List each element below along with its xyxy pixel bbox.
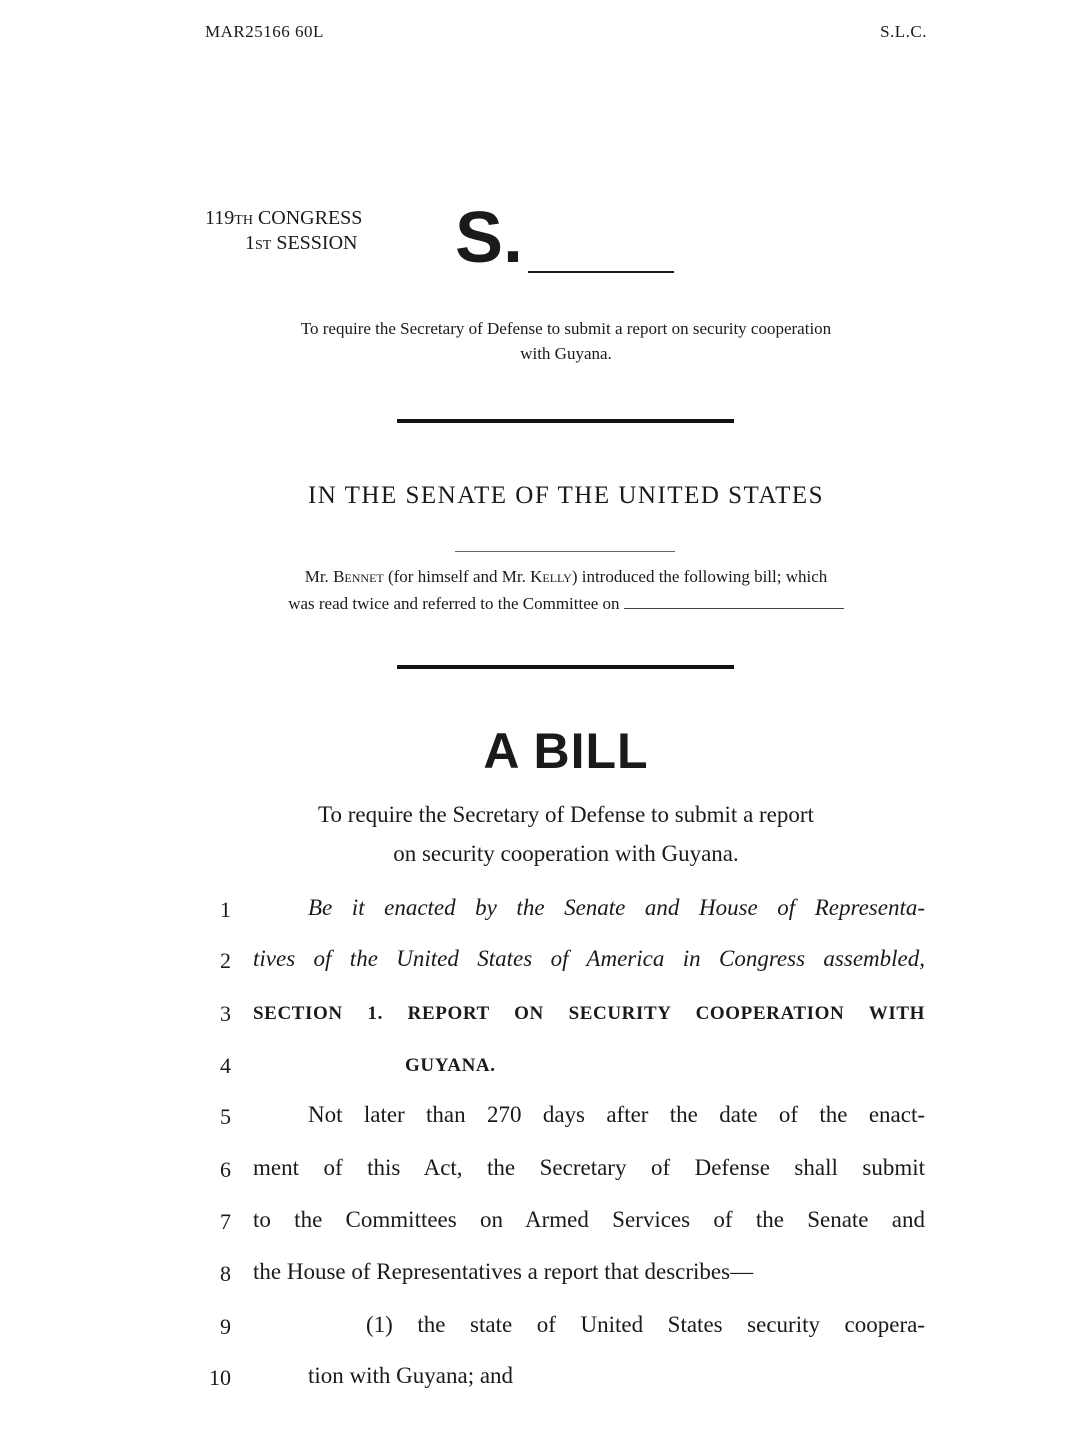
bill-heading: A BILL <box>483 723 649 779</box>
short-title-line: with Guyana. <box>520 344 612 363</box>
sponsor-name: Bennet <box>333 567 384 586</box>
body-text: (1) the state of United States security coopera- <box>366 1312 925 1337</box>
body-text: Not later than 270 days after the date of the enact- <box>308 1102 925 1127</box>
session-label <box>245 232 357 255</box>
enacting-clause: Be it enacted by the Senate and House of Representa- <box>308 895 925 920</box>
document-id: MAR25166 60L <box>205 22 324 41</box>
line-number: 8 <box>220 1261 231 1286</box>
line-number: 3 <box>220 1001 231 1026</box>
session-suffix: ST <box>255 238 272 253</box>
congress-word: CONGRESS <box>257 207 363 229</box>
introduction-line-1: Mr. Bennet (for himself and Mr. Kelly) introduced the following bill; which <box>304 567 828 586</box>
introduction-line-2: was read twice and referred to the Committee on <box>205 590 927 617</box>
body-text: the House of Representatives a report that describes— <box>253 1259 754 1284</box>
long-title-line: on security cooperation with Guyana. <box>393 841 739 866</box>
short-title-line: To require the Secretary of Defense to submit a report on security cooperation <box>300 319 832 338</box>
enacting-clause: tives of the United States of America in Congress assembled, <box>253 946 925 971</box>
section-heading: GUYANA. <box>405 1055 496 1076</box>
chamber-heading: IN THE SENATE OF THE UNITED STATES <box>307 482 825 509</box>
session-word: SESSION <box>276 232 358 254</box>
body-text: ment of this Act, the Secretary of Defense shall submit <box>253 1155 925 1180</box>
committee-blank <box>624 594 844 609</box>
body-text: tion with Guyana; and <box>308 1363 514 1388</box>
line-number: 9 <box>220 1314 231 1339</box>
line-number: 6 <box>220 1157 231 1182</box>
section-heading: SECTION 1. REPORT ON SECURITY COOPERATION WITH <box>253 1003 925 1024</box>
short-title <box>205 316 927 366</box>
line-number: 7 <box>220 1209 231 1234</box>
divider-thin <box>455 551 675 552</box>
line-number: 10 <box>209 1365 231 1390</box>
line-number: 1 <box>220 897 231 922</box>
line-number: 4 <box>220 1053 231 1078</box>
bill-id: S. <box>455 198 524 278</box>
line-number: 5 <box>220 1104 231 1129</box>
congress-number: 119 <box>205 207 235 229</box>
introduction <box>205 563 927 617</box>
long-title-line: To require the Secretary of Defense to submit a report <box>318 802 814 827</box>
line-number: 2 <box>220 948 231 973</box>
divider-rule <box>397 419 734 423</box>
bill-number-blank <box>528 271 674 273</box>
body-text: to the Committees on Armed Services of the Senate and <box>253 1207 925 1232</box>
congress-label <box>205 206 362 233</box>
cosponsor-name: Kelly <box>530 567 572 586</box>
session-number: 1 <box>245 232 255 254</box>
congress-number-suffix: TH <box>234 213 253 228</box>
slc-marker: S.L.C. <box>880 22 927 41</box>
long-title <box>205 795 927 873</box>
divider-rule <box>397 665 734 669</box>
